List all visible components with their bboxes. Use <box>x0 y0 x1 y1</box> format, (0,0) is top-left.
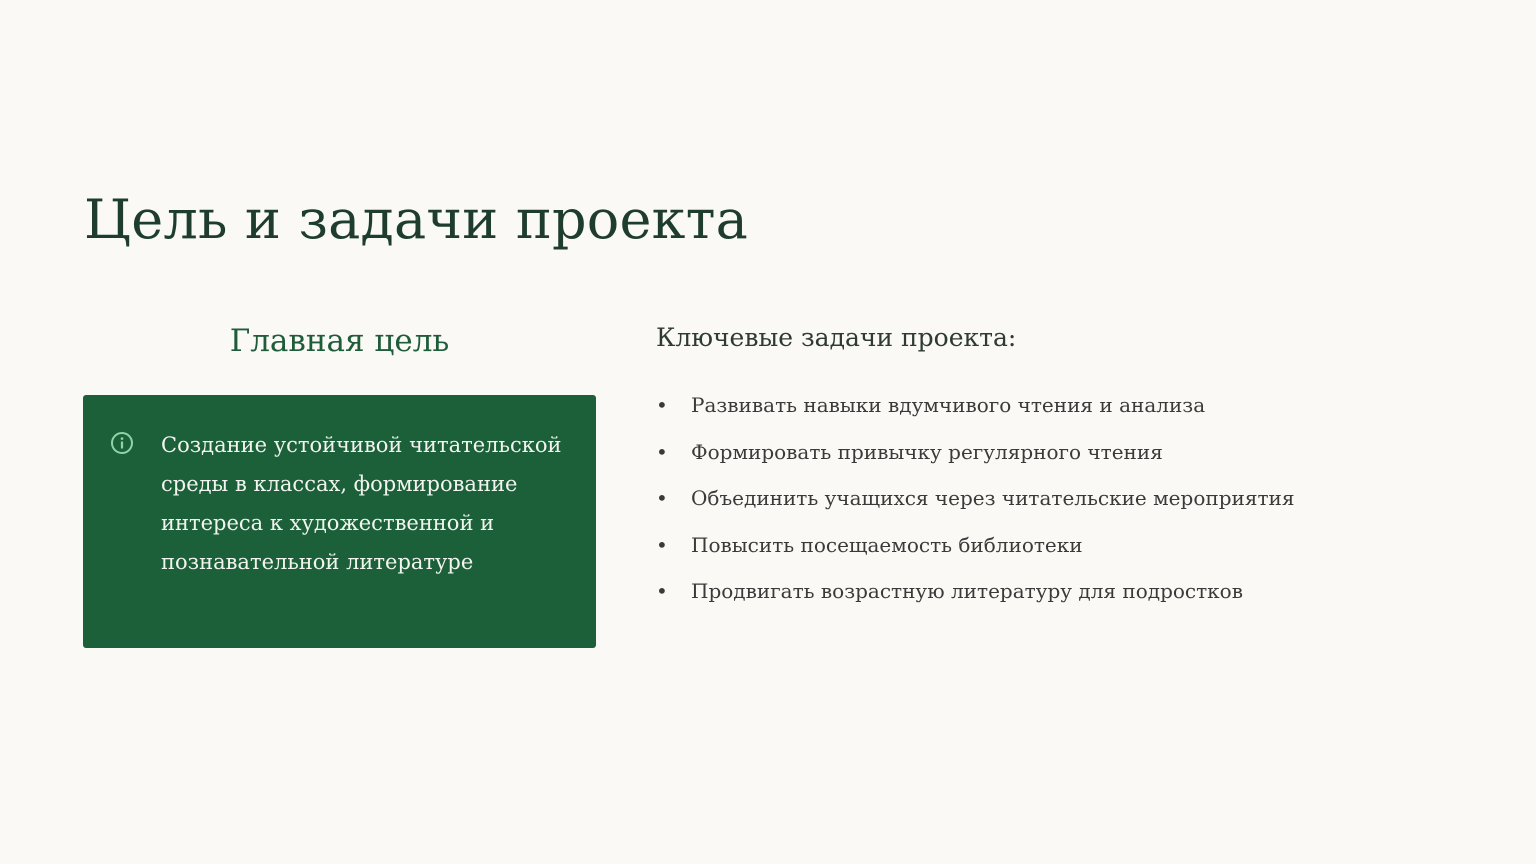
goal-card <box>83 395 596 648</box>
bullet-icon: • <box>656 439 668 464</box>
task-item <box>654 435 1294 482</box>
tasks-heading: Ключевые задачи проекта: <box>656 323 1017 352</box>
bullet-icon: • <box>656 579 668 603</box>
task-item <box>654 388 1294 435</box>
tasks-list <box>654 388 1294 621</box>
task-text: Развивать навыки вдумчивого чтения и анализа <box>691 393 1206 417</box>
task-item <box>654 574 1294 621</box>
task-item <box>654 528 1294 575</box>
goal-text: Создание устойчивой читательской среды в классах, формирование интереса к художественной и познавательной литературе <box>161 433 562 574</box>
goal-heading: Главная цель <box>229 323 450 359</box>
bullet-icon: • <box>656 393 668 417</box>
task-text: Повысить посещаемость библиотеки <box>691 532 1083 557</box>
info-circle-icon <box>110 431 134 455</box>
task-text: Формировать привычку регулярного чтения <box>691 439 1163 464</box>
bullet-icon: • <box>656 486 668 510</box>
slide-title: Цель и задачи проекта <box>84 188 749 251</box>
task-text: Объединить учащихся через читательские мероприятия <box>691 486 1295 510</box>
task-item <box>654 481 1294 528</box>
bullet-icon: • <box>656 532 668 557</box>
task-text: Продвигать возрастную литературу для подростков <box>691 579 1243 603</box>
